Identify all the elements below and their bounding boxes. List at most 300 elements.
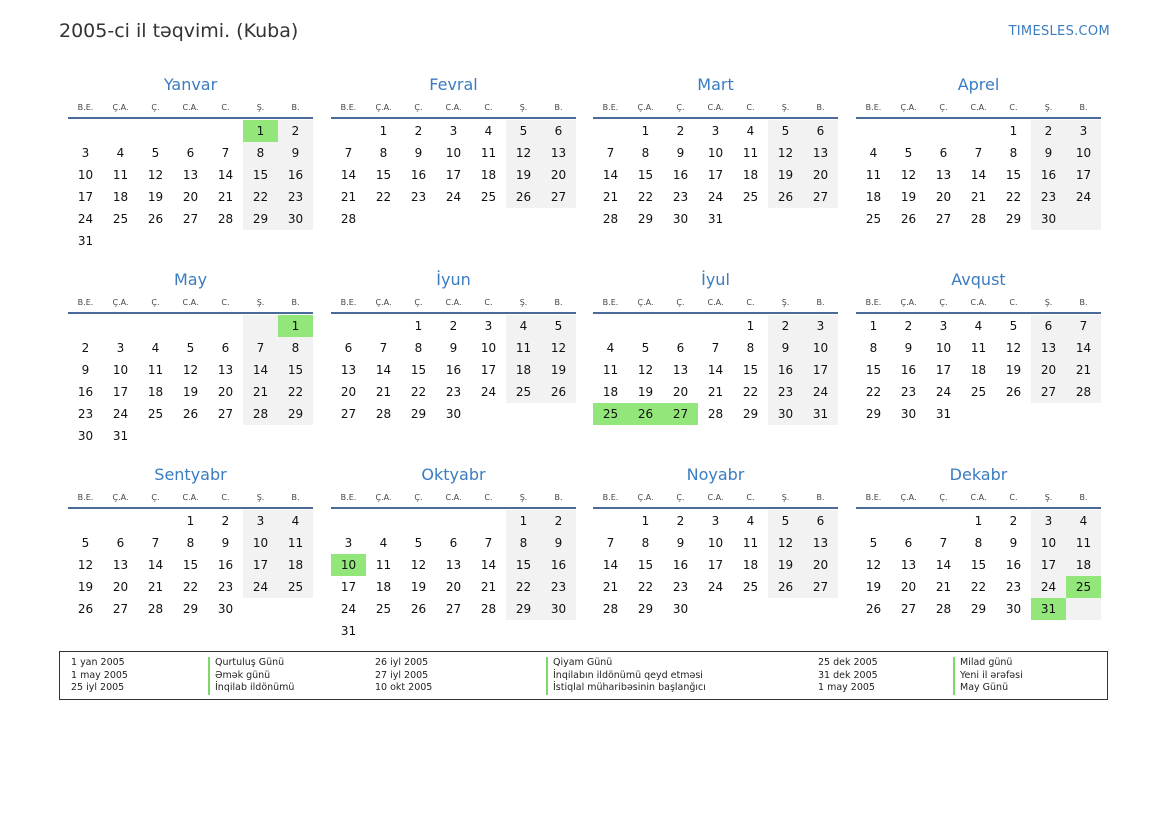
- weekday-label: Ç.A.: [900, 298, 917, 307]
- day-cell: 2: [291, 124, 300, 138]
- month-4: [856, 74, 1101, 259]
- day-cell: 3: [711, 124, 720, 138]
- day-cell: 6: [676, 341, 685, 355]
- day-cell: 4: [116, 146, 125, 160]
- day-cell: 8: [641, 536, 650, 550]
- legend-date: 10 okt 2005: [375, 682, 433, 693]
- day-cell: 19: [865, 580, 882, 594]
- day-cell: 5: [869, 536, 878, 550]
- day-cell: 13: [340, 363, 357, 377]
- holiday-legend: [59, 651, 1108, 700]
- month-1: [68, 74, 313, 259]
- weekday-label: C.A.: [970, 493, 987, 502]
- day-cell: 22: [865, 385, 882, 399]
- weekday-label: B.: [291, 298, 300, 307]
- day-cell: 23: [217, 580, 234, 594]
- month-name: Avqust: [951, 270, 1006, 289]
- holiday-day-cell: 26: [628, 403, 663, 425]
- legend-holiday-name: Qurtuluş Günü: [208, 657, 284, 670]
- day-cell: 19: [410, 580, 427, 594]
- day-cell: 21: [217, 190, 234, 204]
- day-cell: 4: [379, 536, 388, 550]
- day-cell: 4: [519, 319, 528, 333]
- weekday-label: Ş.: [519, 298, 528, 307]
- weekday-label: C.A.: [182, 298, 199, 307]
- day-cell: 30: [672, 212, 689, 226]
- day-cell: 8: [291, 341, 300, 355]
- day-cell: 2: [676, 514, 685, 528]
- day-cell: 12: [865, 558, 882, 572]
- weekday-label: Ç.: [939, 298, 948, 307]
- day-cell: 28: [147, 602, 164, 616]
- day-cell: 14: [602, 168, 619, 182]
- weekday-label: Ç.: [151, 298, 160, 307]
- day-cell: 15: [182, 558, 199, 572]
- weekday-label: B.E.: [340, 493, 357, 502]
- month-12: [856, 464, 1101, 649]
- day-cell: 28: [935, 602, 952, 616]
- day-cell: 19: [637, 385, 654, 399]
- weekday-label: C.A.: [707, 298, 724, 307]
- day-cell: 12: [182, 363, 199, 377]
- month-name: May: [173, 270, 208, 289]
- day-cell: 2: [1044, 124, 1053, 138]
- legend-holiday-name: İstiqlal müharibəsinin başlanğıcı: [546, 682, 706, 695]
- day-cell: 17: [812, 363, 829, 377]
- day-cell: 11: [1075, 536, 1092, 550]
- holiday-day-cell: 1: [278, 315, 313, 337]
- legend-holiday-name: Qiyam Günü: [546, 657, 612, 670]
- day-cell: 16: [672, 558, 689, 572]
- day-cell: 2: [904, 319, 913, 333]
- day-cell: 20: [550, 168, 567, 182]
- day-cell: 2: [221, 514, 230, 528]
- day-cell: 15: [515, 558, 532, 572]
- day-cell: 31: [935, 407, 952, 421]
- weekday-label: B.: [1079, 103, 1088, 112]
- weekday-label: Ç.A.: [112, 493, 129, 502]
- day-cell: 26: [865, 602, 882, 616]
- day-cell: 5: [554, 319, 563, 333]
- day-cell: 17: [480, 363, 497, 377]
- day-cell: 13: [217, 363, 234, 377]
- day-cell: 17: [112, 385, 129, 399]
- day-cell: 7: [939, 536, 948, 550]
- weekday-label: B.E.: [340, 298, 357, 307]
- day-cell: 2: [554, 514, 563, 528]
- day-cell: 23: [777, 385, 794, 399]
- day-cell: 6: [904, 536, 913, 550]
- day-cell: 29: [182, 602, 199, 616]
- month-name: Sentyabr: [154, 465, 227, 484]
- day-cell: 9: [1044, 146, 1053, 160]
- day-cell: 18: [480, 168, 497, 182]
- day-cell: 4: [151, 341, 160, 355]
- day-cell: 29: [252, 212, 269, 226]
- day-cell: 26: [147, 212, 164, 226]
- weekday-label: B.: [1079, 298, 1088, 307]
- day-cell: 3: [939, 319, 948, 333]
- day-cell: 26: [777, 580, 794, 594]
- day-cell: 13: [445, 558, 462, 572]
- day-cell: 7: [1079, 319, 1088, 333]
- day-cell: 28: [480, 602, 497, 616]
- day-cell: 23: [445, 385, 462, 399]
- day-cell: 28: [602, 602, 619, 616]
- day-cell: 25: [970, 385, 987, 399]
- day-cell: 6: [1044, 319, 1053, 333]
- day-cell: 9: [676, 536, 685, 550]
- day-cell: 10: [77, 168, 94, 182]
- day-cell: 17: [340, 580, 357, 594]
- day-cell: 1: [379, 124, 388, 138]
- day-cell: 29: [287, 407, 304, 421]
- page-title: 2005-ci il təqvimi. (Kuba): [59, 20, 299, 42]
- day-cell: 10: [707, 536, 724, 550]
- day-cell: 5: [781, 514, 790, 528]
- day-cell: 27: [900, 602, 917, 616]
- day-cell: 13: [812, 146, 829, 160]
- day-cell: 26: [410, 602, 427, 616]
- header-rule: [593, 507, 838, 509]
- day-cell: 28: [707, 407, 724, 421]
- day-cell: 28: [340, 212, 357, 226]
- weekday-label: C.: [221, 493, 230, 502]
- day-cell: 1: [869, 319, 878, 333]
- day-cell: 20: [445, 580, 462, 594]
- month-name: İyul: [701, 270, 730, 289]
- day-cell: 12: [550, 341, 567, 355]
- weekday-label: Ç.A.: [637, 493, 654, 502]
- day-cell: 5: [641, 341, 650, 355]
- day-cell: 27: [935, 212, 952, 226]
- day-cell: 15: [637, 168, 654, 182]
- day-cell: 8: [641, 146, 650, 160]
- weekday-label: C.A.: [445, 298, 462, 307]
- day-cell: 12: [77, 558, 94, 572]
- weekday-label: Ç.: [939, 103, 948, 112]
- holiday-day-cell: 25: [1066, 576, 1101, 598]
- day-cell: 21: [375, 385, 392, 399]
- weekday-label: Ç.: [939, 493, 948, 502]
- day-cell: 29: [410, 407, 427, 421]
- day-cell: 10: [812, 341, 829, 355]
- weekday-label: B.E.: [865, 103, 882, 112]
- day-cell: 4: [746, 514, 755, 528]
- legend-holiday-name: İnqilabın ildönümü qeyd etməsi: [546, 670, 703, 683]
- weekday-label: Ş.: [781, 103, 790, 112]
- day-cell: 19: [515, 168, 532, 182]
- day-cell: 29: [742, 407, 759, 421]
- day-cell: 5: [414, 536, 423, 550]
- day-cell: 27: [340, 407, 357, 421]
- day-cell: 24: [707, 190, 724, 204]
- weekday-label: C.A.: [707, 493, 724, 502]
- day-cell: 27: [1040, 385, 1057, 399]
- day-cell: 13: [672, 363, 689, 377]
- header-rule: [856, 507, 1101, 509]
- weekday-label: B.E.: [602, 298, 619, 307]
- day-cell: 6: [939, 146, 948, 160]
- day-cell: 8: [746, 341, 755, 355]
- weekday-label: C.: [1009, 298, 1018, 307]
- weekday-label: Ç.A.: [112, 103, 129, 112]
- day-cell: 25: [112, 212, 129, 226]
- day-cell: 7: [344, 146, 353, 160]
- legend-date: 26 iyl 2005: [375, 657, 429, 668]
- weekday-label: C.A.: [970, 298, 987, 307]
- day-cell: 8: [519, 536, 528, 550]
- day-cell: 7: [151, 536, 160, 550]
- day-cell: 10: [252, 536, 269, 550]
- weekday-label: B.E.: [602, 493, 619, 502]
- day-cell: 27: [812, 580, 829, 594]
- day-cell: 10: [935, 341, 952, 355]
- day-cell: 15: [865, 363, 882, 377]
- day-cell: 28: [602, 212, 619, 226]
- day-cell: 9: [81, 363, 90, 377]
- weekday-label: Ç.: [676, 493, 685, 502]
- day-cell: 21: [935, 580, 952, 594]
- day-cell: 21: [147, 580, 164, 594]
- day-cell: 13: [112, 558, 129, 572]
- day-cell: 5: [81, 536, 90, 550]
- day-cell: 11: [515, 341, 532, 355]
- day-cell: 30: [77, 429, 94, 443]
- holiday-day-cell: 31: [1031, 598, 1066, 620]
- day-cell: 11: [287, 536, 304, 550]
- day-cell: 9: [221, 536, 230, 550]
- day-cell: 18: [287, 558, 304, 572]
- day-cell: 21: [340, 190, 357, 204]
- day-cell: 11: [742, 536, 759, 550]
- day-cell: 5: [1009, 319, 1018, 333]
- day-cell: 23: [550, 580, 567, 594]
- day-cell: 1: [974, 514, 983, 528]
- day-cell: 28: [252, 407, 269, 421]
- day-cell: 18: [112, 190, 129, 204]
- day-cell: 17: [1075, 168, 1092, 182]
- day-cell: 29: [970, 602, 987, 616]
- weekday-label: Ş.: [1044, 493, 1053, 502]
- weekday-label: B.: [1079, 493, 1088, 502]
- day-cell: 5: [186, 341, 195, 355]
- day-cell: 4: [869, 146, 878, 160]
- site-link[interactable]: TIMESLES.COM: [1008, 24, 1110, 39]
- day-cell: 10: [112, 363, 129, 377]
- holiday-day-cell: 10: [331, 554, 366, 576]
- day-cell: 13: [812, 536, 829, 550]
- day-cell: 19: [77, 580, 94, 594]
- day-cell: 22: [970, 580, 987, 594]
- header-rule: [331, 312, 576, 314]
- weekday-label: C.A.: [445, 103, 462, 112]
- day-cell: 19: [147, 190, 164, 204]
- day-cell: 13: [900, 558, 917, 572]
- day-cell: 20: [340, 385, 357, 399]
- weekday-label: B.E.: [340, 103, 357, 112]
- day-cell: 12: [515, 146, 532, 160]
- legend-date: 1 may 2005: [818, 682, 875, 693]
- day-cell: 6: [816, 124, 825, 138]
- day-cell: 11: [375, 558, 392, 572]
- day-cell: 6: [116, 536, 125, 550]
- day-cell: 6: [344, 341, 353, 355]
- day-cell: 6: [186, 146, 195, 160]
- day-cell: 15: [970, 558, 987, 572]
- weekday-label: B.E.: [77, 103, 94, 112]
- day-cell: 12: [410, 558, 427, 572]
- day-cell: 18: [742, 168, 759, 182]
- day-cell: 11: [112, 168, 129, 182]
- weekday-label: C.: [484, 103, 493, 112]
- day-cell: 31: [77, 234, 94, 248]
- day-cell: 28: [375, 407, 392, 421]
- day-cell: 5: [781, 124, 790, 138]
- day-cell: 3: [816, 319, 825, 333]
- day-cell: 13: [550, 146, 567, 160]
- legend-date: 27 iyl 2005: [375, 669, 429, 681]
- day-cell: 5: [151, 146, 160, 160]
- day-cell: 25: [742, 580, 759, 594]
- day-cell: 24: [445, 190, 462, 204]
- day-cell: 8: [186, 536, 195, 550]
- day-cell: 11: [602, 363, 619, 377]
- legend-date: 1 yan 2005: [71, 657, 125, 668]
- day-cell: 8: [256, 146, 265, 160]
- day-cell: 20: [812, 168, 829, 182]
- day-cell: 16: [410, 168, 427, 182]
- day-cell: 26: [77, 602, 94, 616]
- day-cell: 3: [116, 341, 125, 355]
- day-cell: 23: [1005, 580, 1022, 594]
- day-cell: 15: [637, 558, 654, 572]
- month-7: [593, 269, 838, 454]
- day-cell: 3: [1079, 124, 1088, 138]
- day-cell: 29: [637, 212, 654, 226]
- weekday-label: C.: [221, 103, 230, 112]
- day-cell: 7: [256, 341, 265, 355]
- day-cell: 7: [484, 536, 493, 550]
- day-cell: 20: [935, 190, 952, 204]
- day-cell: 31: [707, 212, 724, 226]
- weekday-label: B.: [554, 103, 563, 112]
- day-cell: 14: [1075, 341, 1092, 355]
- day-cell: 4: [1079, 514, 1088, 528]
- day-cell: 26: [1005, 385, 1022, 399]
- day-cell: 17: [77, 190, 94, 204]
- day-cell: 24: [77, 212, 94, 226]
- day-cell: 22: [287, 385, 304, 399]
- day-cell: 16: [672, 168, 689, 182]
- day-cell: 20: [182, 190, 199, 204]
- month-name: Fevral: [429, 75, 478, 94]
- day-cell: 18: [602, 385, 619, 399]
- day-cell: 2: [414, 124, 423, 138]
- legend-date: 25 iyl 2005: [71, 682, 125, 693]
- month-name: Noyabr: [686, 465, 745, 484]
- day-cell: 21: [252, 385, 269, 399]
- day-cell: 17: [445, 168, 462, 182]
- weekday-label: C.A.: [445, 493, 462, 502]
- day-cell: 4: [746, 124, 755, 138]
- weekday-label: Ş.: [256, 493, 265, 502]
- weekday-label: C.: [746, 493, 755, 502]
- day-cell: 15: [742, 363, 759, 377]
- day-cell: 14: [217, 168, 234, 182]
- day-cell: 3: [484, 319, 493, 333]
- day-cell: 1: [519, 514, 528, 528]
- day-cell: 20: [217, 385, 234, 399]
- weekday-label: Ç.A.: [900, 103, 917, 112]
- day-cell: 30: [550, 602, 567, 616]
- day-cell: 9: [414, 146, 423, 160]
- day-cell: 21: [707, 385, 724, 399]
- legend-holiday-name: Əmək günü: [208, 670, 270, 683]
- day-cell: 21: [602, 190, 619, 204]
- month-3: [593, 74, 838, 259]
- day-cell: 5: [519, 124, 528, 138]
- day-cell: 16: [445, 363, 462, 377]
- day-cell: 18: [1075, 558, 1092, 572]
- month-2: [331, 74, 576, 259]
- day-cell: 18: [970, 363, 987, 377]
- day-cell: 29: [1005, 212, 1022, 226]
- weekday-label: Ç.: [151, 493, 160, 502]
- day-cell: 23: [410, 190, 427, 204]
- day-cell: 7: [606, 146, 615, 160]
- day-cell: 22: [637, 580, 654, 594]
- day-cell: 27: [182, 212, 199, 226]
- day-cell: 16: [77, 385, 94, 399]
- legend-date: 1 may 2005: [71, 669, 128, 681]
- weekday-label: Ç.: [676, 298, 685, 307]
- day-cell: 1: [1009, 124, 1018, 138]
- day-cell: 19: [1005, 363, 1022, 377]
- day-cell: 18: [742, 558, 759, 572]
- weekday-label: C.A.: [707, 103, 724, 112]
- month-name: İyun: [436, 270, 471, 289]
- day-cell: 3: [711, 514, 720, 528]
- weekday-label: Ç.: [414, 103, 423, 112]
- day-cell: 13: [182, 168, 199, 182]
- day-cell: 22: [742, 385, 759, 399]
- header-rule: [593, 312, 838, 314]
- day-cell: 14: [602, 558, 619, 572]
- day-cell: 16: [777, 363, 794, 377]
- weekday-label: Ş.: [781, 298, 790, 307]
- holiday-day-cell: 1: [243, 120, 278, 142]
- header-rule: [68, 312, 313, 314]
- day-cell: 26: [550, 385, 567, 399]
- day-cell: 15: [252, 168, 269, 182]
- day-cell: 20: [900, 580, 917, 594]
- day-cell: 12: [777, 536, 794, 550]
- weekday-label: Ş.: [519, 493, 528, 502]
- day-cell: 18: [147, 385, 164, 399]
- day-cell: 31: [112, 429, 129, 443]
- day-cell: 1: [746, 319, 755, 333]
- day-cell: 20: [812, 558, 829, 572]
- day-cell: 13: [1040, 341, 1057, 355]
- weekday-label: Ç.A.: [637, 103, 654, 112]
- day-cell: 21: [480, 580, 497, 594]
- day-cell: 9: [904, 341, 913, 355]
- day-cell: 1: [641, 124, 650, 138]
- day-cell: 19: [550, 363, 567, 377]
- day-cell: 30: [672, 602, 689, 616]
- weekday-label: Ç.: [414, 493, 423, 502]
